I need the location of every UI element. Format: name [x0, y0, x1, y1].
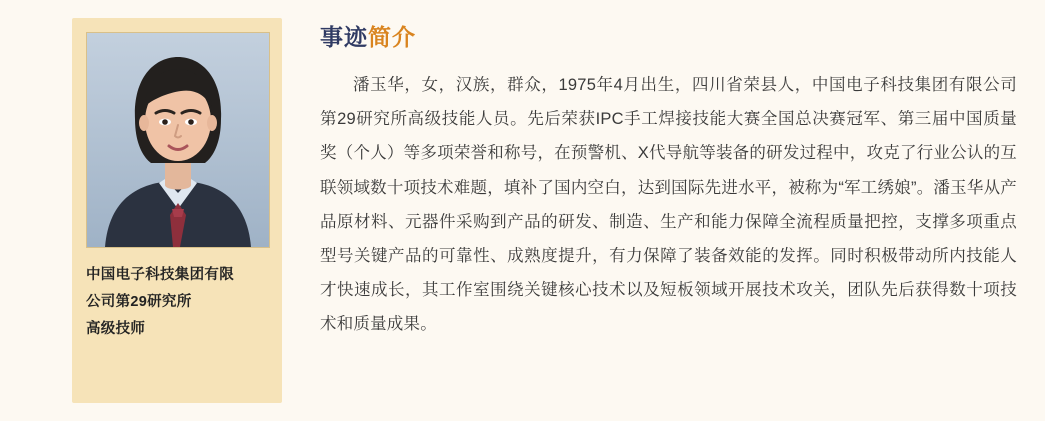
profile-caption [86, 262, 234, 342]
section-title [320, 24, 1017, 52]
profile-caption-line: 中国电子科技集团有限 [86, 267, 234, 283]
section-title-accent: 简介 [368, 24, 416, 50]
profile-caption-line: 公司第29研究所 [86, 293, 192, 310]
profile-card [72, 18, 282, 403]
section-title-primary: 事迹 [320, 24, 368, 50]
section-body: 潘玉华，女，汉族，群众，1975年4月出生，四川省荣县人，中国电子科技集团有限公司第29研究所高级技能人员。先后荣获IPC手工焊接技能大赛全国总决赛冠军、第三届中国质量奖（个人）等多项荣誉和称号，在预警机、X代导航等装备的研发过程中，攻克了行业公认的互联领域数十项技术难题，填补了国内空白，达到国际先进水平，被称为“军工绣娘”。潘玉华从产品原材料、元器件采购到产品的研发、制造、生产和能力保障全流程质量把控，支撑多项重点型号关键产品的可靠性、成熟度提升，有力保障了装备效能的发挥。同时积极带动所内技能人才快速成长，其工作室围绕关键核心技术以及短板领域开展技术攻关，团队先后获得数十项技术和质量成果。 [320, 76, 1017, 334]
portrait-illustration [87, 33, 269, 247]
article-content [282, 0, 1045, 421]
portrait-photo [86, 32, 270, 248]
profile-caption-line: 高级技师 [86, 320, 146, 337]
